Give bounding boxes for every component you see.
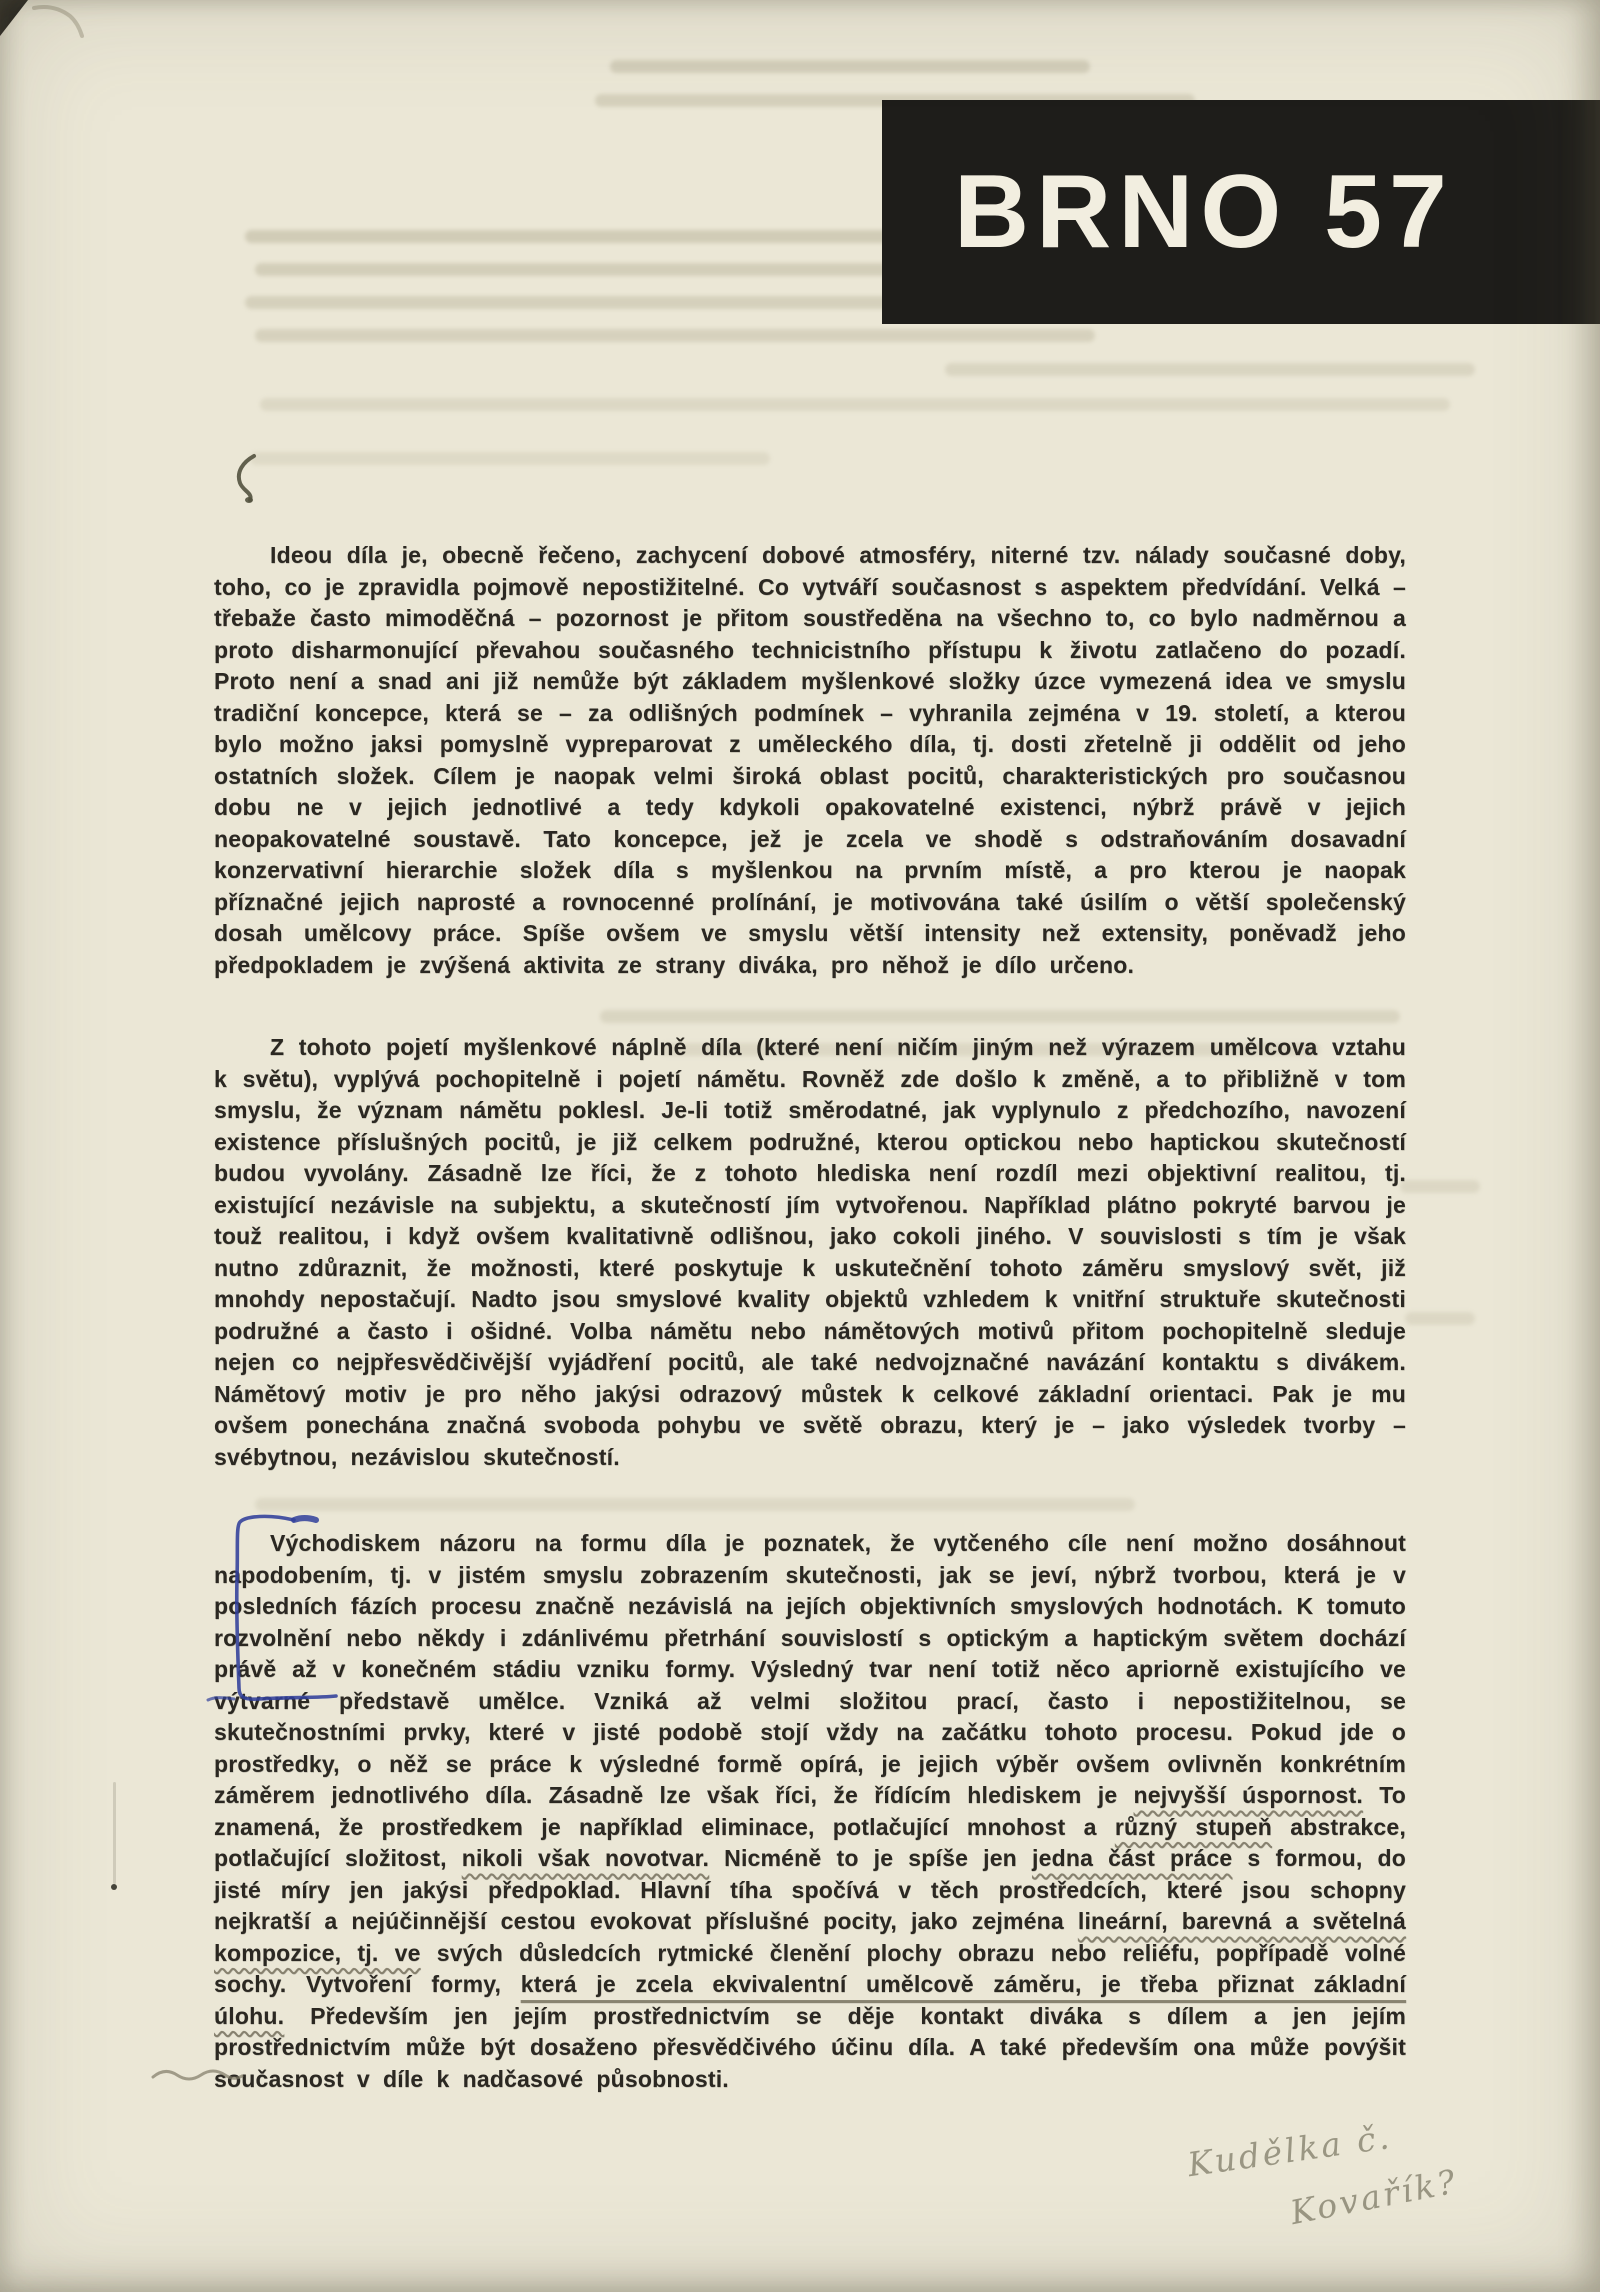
scan-corner-shadow bbox=[0, 0, 28, 36]
paragraph-text: To znamená, že prostředkem je například eliminace, potlačující mnohost a bbox=[214, 1782, 1406, 1840]
paragraph-text: s formou, do jisté míry jen jakýsi předpoklad. Hlavní tíha spočívá v těch prostředcích, které jsou schopny nejkratší a nejúčinnější cestou evokovat příslušné pocity, jako zejména bbox=[214, 1845, 1406, 1934]
bleedthrough-mark bbox=[250, 452, 770, 465]
bleedthrough-mark bbox=[255, 1498, 1135, 1511]
pencil-underlined-phrase: různý stupeň bbox=[1114, 1813, 1272, 1840]
handwritten-note-line1: Kudělka č. bbox=[1185, 2116, 1395, 2185]
paragraph bbox=[214, 540, 1406, 981]
paragraph-text: Z tohoto pojetí myšlenkové náplně díla (které není ničím jiným než výrazem umělcova vztahu k světu), vyplývá pochopitelně i pojetí námětu. Rovněž zde došlo k změně, a to přibližně v tom smyslu, že význam námětu poklesl. Je-li totiž směrodatné, jak vyplynulo z předchozího, navození existence příslušných pocitů, je již celkem podružné, kterou optickou nebo haptickou skutečností budou vyvolány. Zásadně lze říci, že z tohoto hlediska není rozdíl mezi objektivní realitou, tj. existující nezávisle na subjektu, a skutečností jím vytvořenou. Například plátno pokryté barvou je touž realitou, i když ovšem kvalitativně odlišnou, jako cokoli jiného. V souvislosti s tím je však nutno zdůraznit, že možnosti, které poskytuje k uskutečnění tohoto záměru smyslový svět, již mnohdy nepostačují. Nadto jsou smyslové kvality objektů vzhledem k vnitřní struktuře skutečnosti podružné a často i ošidné. Volba námětu nebo námětových motivů přitom pochopitelně sleduje nejen co nejpřesvědčivější vyjádření pocitů, ale také nedvojznačné navázání kontaktu s divákem. Námětový motiv je pro něho jakýsi odrazový můstek k celkové základní orientaci. Pak je mu ovšem ponechána značná svoboda pohybu ve světě obrazu, který je – jako výsledek tvorby – svébytnou, nezávislou skutečností. bbox=[214, 1034, 1406, 1470]
bleedthrough-mark bbox=[260, 398, 1450, 411]
handwritten-note-line2: Kovařík? bbox=[1287, 2161, 1462, 2233]
pencil-underlined-phrase: nikoli však novotvar. bbox=[461, 1845, 710, 1871]
handwritten-note bbox=[1185, 2095, 1555, 2238]
bleedthrough-mark bbox=[600, 1010, 1400, 1023]
page-title: BRNO 57 bbox=[954, 153, 1454, 270]
bleedthrough-mark bbox=[1405, 1312, 1475, 1325]
pencil-streak bbox=[113, 1782, 116, 1884]
paragraph-text: Nicméně to je spíše jen bbox=[709, 1845, 1032, 1871]
paragraph-text: Ideou díla je, obecně řečeno, zachycení dobové atmosféry, niterné tzv. nálady současné doby, toho, co je zpravidla pojmově nepostižitelné. Co vytváří současnost s aspektem předvídání. Velká – třebaže často mimoděčná – pozornost je přitom soustředěna na všechno to, co bylo nadměrnou a proto disharmonující převahou současného technicistního přístupu k životu zatlačeno do pozadí. Proto není a snad ani již nemůže být základem myšlenkové složky úzce vymezená idea ve smyslu tradiční koncepce, která se – za odlišných podmínek – vyhranila zejména v 19. století, a kterou bylo možno jaksi pomyslně vypreparovat z uměleckého díla, tj. dosti zřetelně ji oddělit od jeho ostatních složek. Cílem je naopak velmi široká oblast pocitů, charakteristických pro současnou dobu ne v jejich jednotlivé a tedy kdykoli opakovatelné existenci, nýbrž právě v jejich neopakovatelné soustavě. Tato koncepce, jež je zcela ve shodě s odstraňováním dosavadní konzervativní hierarchie složek díla s myšlenkou na prvním místě, a pro kterou je naopak příznačné jejich naprosté a rovnocenné prolínání, je motivována také úsilím o větší společenský dosah umělcovy práce. Spíše ovšem ve smyslu větší intensity než extensity, poněvadž jeho předpokladem je zvýšená aktivita ze strany diváka, pro něhož je dílo určeno. bbox=[214, 542, 1406, 978]
bleedthrough-mark bbox=[610, 60, 1090, 73]
bleedthrough-mark bbox=[255, 329, 1095, 342]
pencil-underlined-phrase: lineární, barevná a světelná kompozice, tj. ve bbox=[214, 1908, 1406, 1966]
paragraph-text: Především jen jejím prostřednictvím se děje kontakt diváka s dílem a jen jejím prostřednictvím může být dosaženo přesvědčivého účinu díla. A také především ona může povýšit současnost v díle k nadčasové působnosti. bbox=[214, 2002, 1406, 2092]
corner-scratch-mark bbox=[28, 2, 88, 42]
bleedthrough-mark bbox=[1400, 1180, 1480, 1193]
paragraph bbox=[214, 1032, 1406, 1473]
pencil-underlined-phrase: nejvyšší úspornost. bbox=[1133, 1782, 1363, 1808]
paragraph-text: Východiskem názoru na formu díla je poznatek, že vytčeného cíle není možno dosáhnout napodobením, tj. v jistém smyslu zobrazením skutečnosti, jak se jeví, nýbrž tvorbou, která je v posledních fázích procesu značně nezávislá na jejích objektivních smyslových hodnotách. K tomuto rozvolnění nebo někdy i zdánlivému přetrhání souvislostí s optickým a haptickým světem dochází právě až v konečném stádiu vzniku formy. Výsledný tvar není totiž něco apriorně existujícího ve výtvarné představě umělce. Vzniká až velmi složitou prací, často i nepostižitelnou, se skutečnostními prvky, které v jisté podobě stojí vždy na začátku tohoto procesu. Pokud jde o prostředky, o něž se práce k výsledné formě opírá, je jejich výběr ovšem ovlivněn konkrétním záměrem jednotlivého díla. Zásadně lze však říci, že řídícím hlediskem je bbox=[214, 1530, 1406, 1808]
paragraph-text: svých důsledcích rytmické členění plochy obrazu nebo reliéfu, popřípadě volné sochy. Vytvoření formy, bbox=[214, 1939, 1406, 1997]
bleedthrough-mark bbox=[945, 363, 1475, 376]
ink-smudge-mark bbox=[232, 452, 266, 506]
paragraph-text: abstrakce, potlačující složitost, bbox=[214, 1813, 1406, 1871]
pencil-underlined-phrase: jedna část práce bbox=[1031, 1845, 1233, 1871]
pencil-underlined-phrase: která je zcela ekvivalentní umělcově záměru, je třeba přiznat základní bbox=[520, 1971, 1407, 1997]
masthead-block bbox=[882, 100, 1600, 324]
paragraph bbox=[214, 1528, 1406, 2095]
stray-dot bbox=[111, 1884, 117, 1890]
pencil-underlined-phrase: úlohu. bbox=[214, 2002, 285, 2029]
